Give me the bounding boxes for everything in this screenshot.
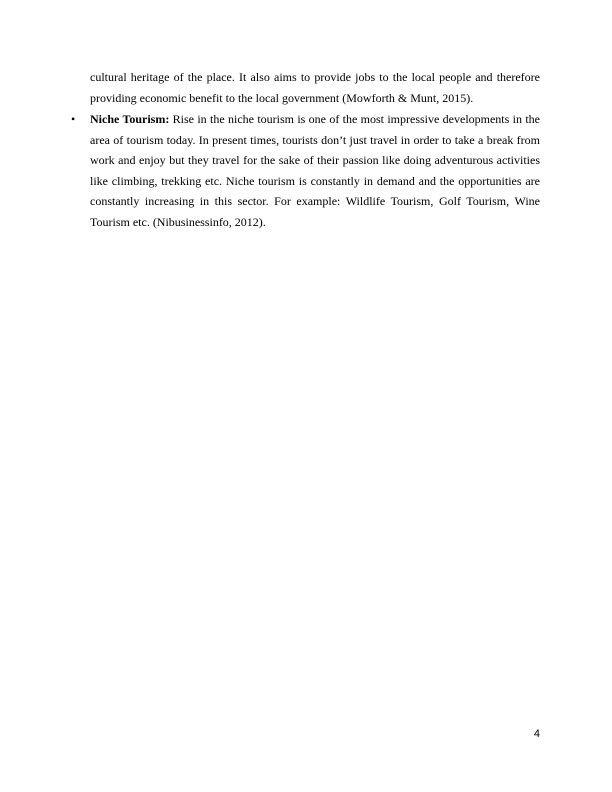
bullet-body: Rise in the niche tourism is one of the most impressive developments in the area of tourism today. In present times, tourists don’t just travel in order to take a break from work and enjoy but they travel for the sake of their passion like doing adventurous activities like climbing, trekking etc. Niche tourism is constantly in demand and the opportunities are constantly increasing in this sector. For example: Wildlife Tourism, Golf Tourism, Wine Tourism etc. (Nibusinessinfo, 2012). [90,112,540,229]
bullet-icon: • [71,112,76,126]
bullet-heading: Niche Tourism: [90,112,170,126]
continuation-paragraph: cultural heritage of the place. It also aims to provide jobs to the local people and therefore providing economic benefit to the local government (Mowforth & Munt, 2015). [90,70,540,105]
bullet-item-niche-tourism [71,109,540,233]
page-number: 4 [533,728,540,740]
